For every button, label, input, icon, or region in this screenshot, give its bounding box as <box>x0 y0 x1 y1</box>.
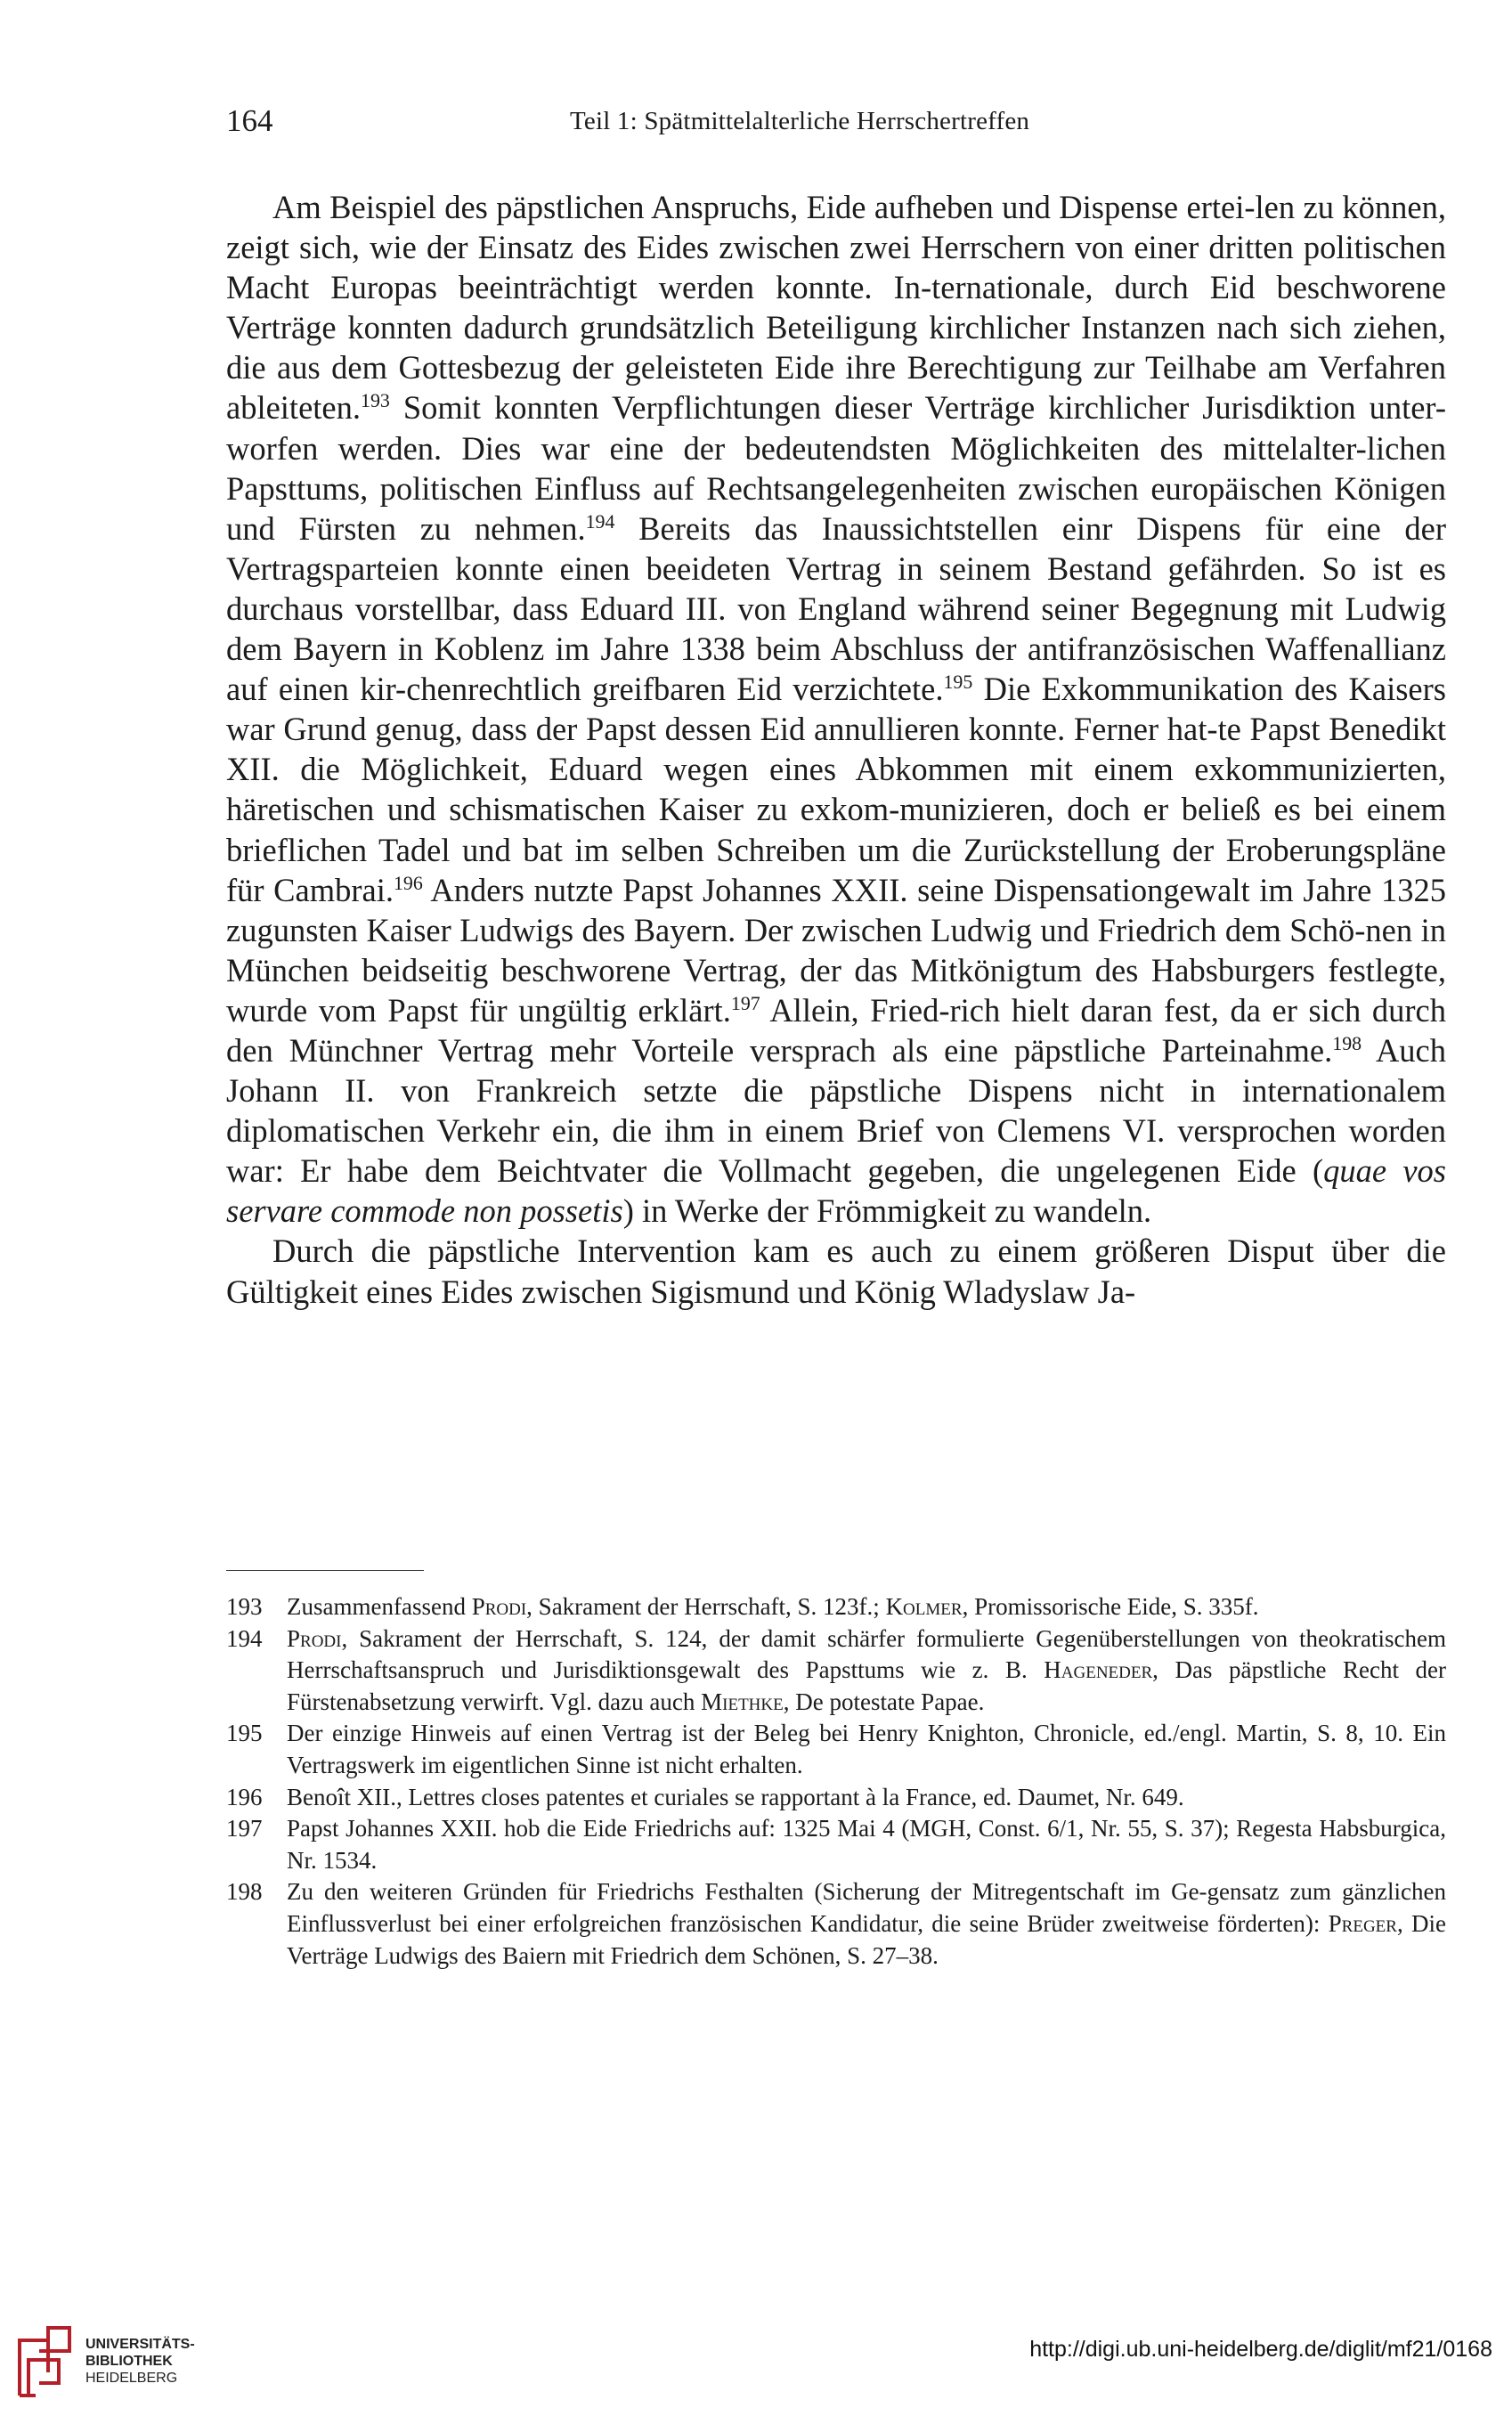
text-span: Anders nutzte Papst Johannes XXII. seine Dispensationgewalt im Jahre 1325 zugunsten Kaiser Ludwigs des Bayern. Der zwischen Ludwig und Friedrich dem Schö-nen in München beidseitig beschworene Vertrag, der das Mitkönigtum des Habsburgers festlegte, wurde vom Papst für ungültig erklärt. <box>226 871 1446 1029</box>
author-name: Miethke <box>701 1688 784 1715</box>
footnote-number: 195 <box>226 1720 263 1747</box>
library-name-line: UNIVERSITÄTS- <box>85 2337 195 2352</box>
footnote-text: Zusammenfassend <box>287 1593 472 1620</box>
page-header <box>226 103 1446 148</box>
footnote-198 <box>226 1876 1446 1972</box>
library-name-line: BIBLIOTHEK <box>85 2354 173 2369</box>
footnote-number: 196 <box>226 1783 263 1810</box>
latin-quote: quae vos servare commode non possetis <box>226 1152 1446 1230</box>
author-name: Kolmer <box>885 1593 963 1620</box>
paragraph-1 <box>226 187 1446 1231</box>
footnote-number: 198 <box>226 1878 263 1906</box>
main-text <box>226 187 1446 1312</box>
text-span: ) in Werke der Frömmigkeit zu wandeln. <box>622 1192 1152 1230</box>
text-span: Somit konnten Verpflichtungen dieser Verträge kirchlicher Jurisdiktion unter-worfen werden. Dies war eine der bedeutendsten Möglichkeiten des mittelalter-lichen Papsttums, politischen Einfluss auf Rechtsangelegenheiten zwischen europäischen Königen und Fürsten zu nehmen. <box>226 389 1446 547</box>
footnote-ref-195[interactable]: 195 <box>943 670 973 693</box>
university-library-logo-icon <box>12 2315 77 2404</box>
footnote-ref-194[interactable]: 194 <box>585 509 615 533</box>
footnote-text: , Promissorische Eide, S. 335f. <box>962 1593 1259 1620</box>
text-span: Bereits das Inaussichtstellen einr Dispens für eine der Vertragsparteien konnte einen beeideten Vertrag in seinem Bestand gefährden. So ist es durchaus vorstellbar, dass Eduard III. von England während seiner Begegnung mit Ludwig dem Bayern in Koblenz im Jahre 1338 beim Abschluss der antifranzösischen Waffenallianz auf einen kir-chenrechtlich greifbaren Eid verzichtete. <box>226 509 1446 708</box>
footnotes <box>226 1591 1446 1972</box>
footnote-ref-197[interactable]: 197 <box>730 991 760 1014</box>
footnote-ref-198[interactable]: 198 <box>1332 1031 1362 1054</box>
footnote-196 <box>226 1782 1446 1814</box>
footnote-text: Zu den weiteren Gründen für Friedrichs Festhalten (Sicherung der Mitregentschaft im Ge-gensatz zum gänzlichen Einflussverlust bei einer erfolgreichen französischen Kandidatur, die seine Brüder zweitweise förderten): <box>287 1878 1446 1937</box>
footnote-number: 194 <box>226 1624 263 1652</box>
footnote-text: Papst Johannes XXII. hob die Eide Friedrichs auf: 1325 Mai 4 (MGH, Const. 6/1, Nr. 55, S. 37); Regesta Habsburgica, Nr. 1534. <box>287 1815 1446 1874</box>
text-span: Auch Johann II. von Frankreich setzte die päpstliche Dispens nicht in internationalem diplomatischen Verkehr ein, die ihm in einem Brief von Clemens VI. versprochen worden war: Er habe dem Beichtvater die Vollmacht gegeben, die ungelegenen Eide ( <box>226 1031 1447 1190</box>
running-title: Teil 1: Spätmittelalterliche Herrschertreffen <box>570 107 1030 135</box>
footnote-text: , Sakrament der Herrschaft, S. 124, der damit schärfer formulierte Gegenüberstellungen von theokratischem Herrschaftsanspruch und Jurisdiktionsgewalt des Papsttums wie z. B. <box>287 1624 1446 1684</box>
footnote-number: 193 <box>226 1593 263 1620</box>
footnote-text: , Die Verträge Ludwigs des Baiern mit Friedrich dem Schönen, S. 27–38. <box>287 1909 1446 1969</box>
footnote-text: Benoît XII., Lettres closes patentes et curiales se rapportant à la France, ed. Daumet, Nr. 649. <box>287 1783 1184 1810</box>
page-number: 164 <box>226 103 273 138</box>
footnote-text: Der einzige Hinweis auf einen Vertrag ist der Beleg bei Henry Knighton, Chronicle, ed./engl. Martin, S. 8, 10. Ein Vertragswerk im eigentlichen Sinne ist nicht erhalten. <box>287 1720 1446 1778</box>
library-name-line: HEIDELBERG <box>85 2371 178 2386</box>
footnote-ref-193[interactable]: 193 <box>361 389 390 412</box>
text-span: Am Beispiel des päpstlichen Anspruchs, Eide aufheben und Dispense ertei-len zu können, zeigt sich, wie der Einsatz des Eides zwischen zwei Herrschern von einer dritten politischen Macht Europas beeinträchtigt werden konnte. In-ternationale, durch Eid beschworene Verträge konnten dadurch grundsätzlich Beteiligung kirchlicher Instanzen nach sich ziehen, die aus dem Gottesbezug der geleisteten Eide ihre Berechtigung zur Teilhabe am Verfahren ableiteten. <box>226 189 1446 427</box>
author-name: Prodi <box>471 1593 527 1620</box>
library-name <box>85 2336 195 2387</box>
source-url[interactable]: http://digi.ub.uni-heidelberg.de/diglit/mf21/0168 <box>1029 2337 1492 2362</box>
text-span: Die Exkommunikation des Kaisers war Grund genug, dass der Papst dessen Eid annullieren konnte. Ferner hat-te Papst Benedikt XII. die Möglichkeit, Eduard wegen eines Abkommen mit einem exkommunizierten, häretischen und schismatischen Kaiser zu exkom-munizieren, doch er beließ es bei einem brieflichen Tadel und bat im selben Schreiben um die Zurückstellung der Eroberungspläne für Cambrai. <box>226 671 1446 908</box>
footnote-divider <box>226 1570 424 1571</box>
footnote-text: , Das päpstliche Recht der Fürstenabsetzung verwirft. Vgl. dazu auch <box>287 1656 1447 1715</box>
author-name: Prodi <box>287 1624 342 1652</box>
author-name: Preger <box>1328 1909 1397 1937</box>
footnote-ref-196[interactable]: 196 <box>393 871 423 894</box>
footnote-195 <box>226 1718 1446 1781</box>
footnote-194 <box>226 1623 1446 1719</box>
digitization-footer <box>0 2302 1512 2416</box>
footnote-number: 197 <box>226 1815 263 1843</box>
footnote-text: , De potestate Papae. <box>783 1688 985 1715</box>
paragraph-2: Durch die päpstliche Intervention kam es auch zu einem größeren Disput über die Gültigkeit eines Eides zwischen Sigismund und König Wladyslaw Ja- <box>226 1232 1446 1310</box>
author-name: Hageneder <box>1044 1656 1153 1684</box>
footnote-193 <box>226 1591 1446 1623</box>
footnote-text: , Sakrament der Herrschaft, S. 123f.; <box>526 1593 886 1620</box>
footnote-197 <box>226 1813 1446 1876</box>
text-span: Allein, Fried-rich hielt daran fest, da er sich durch den Münchner Vertrag mehr Vorteile versprach als eine päpstliche Parteinahme. <box>226 991 1446 1069</box>
